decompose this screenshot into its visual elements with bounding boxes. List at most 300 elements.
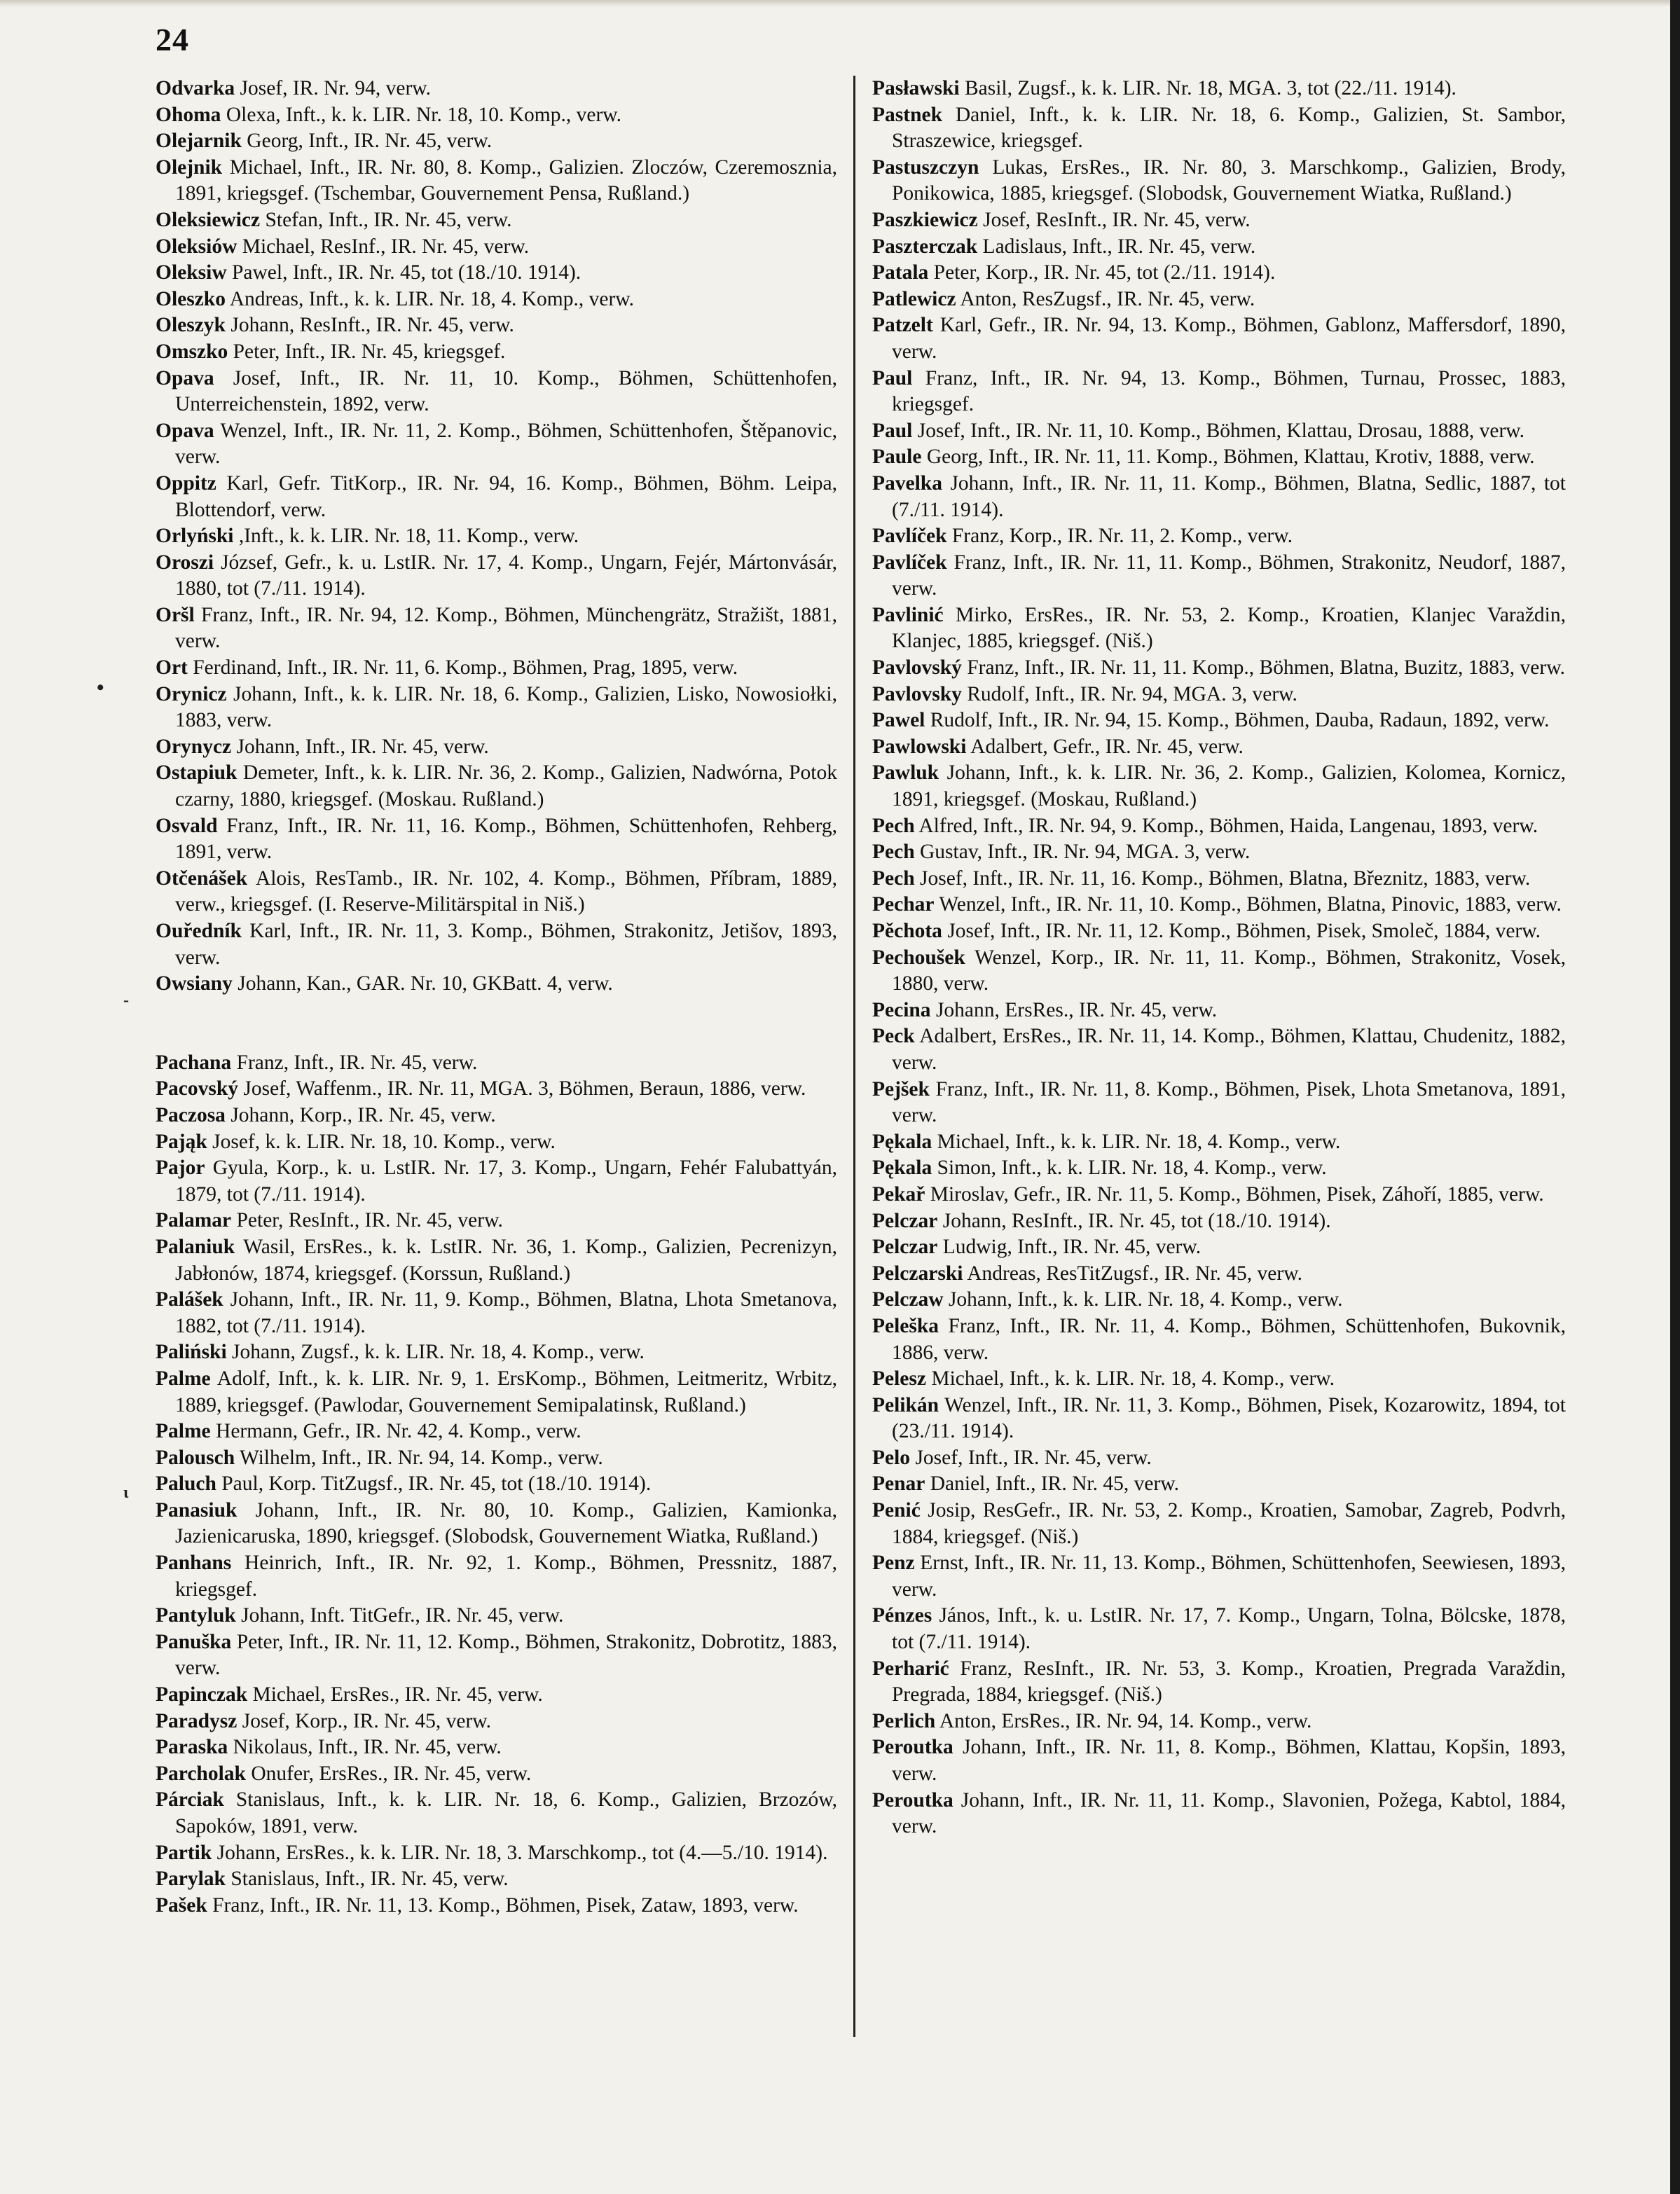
entry-surname: Paszterczak <box>872 235 978 258</box>
register-entry <box>156 1419 837 1445</box>
register-entry <box>156 1787 837 1840</box>
entry-surname: Osvald <box>156 814 218 837</box>
entry-surname: Peroutka <box>872 1736 953 1759</box>
register-entry <box>156 1498 837 1550</box>
register-entry <box>872 523 1566 550</box>
entry-details: Josef, Inft., IR. Nr. 11, 12. Komp., Böhmen, Pisek, Smoleč, 1884, verw. <box>947 920 1541 942</box>
entry-details: József, Gefr., k. u. LstIR. Nr. 17, 4. Komp., Ungarn, Fejér, Mártonvásár, 1880, tot (7./11. 1914). <box>175 551 837 600</box>
entry-surname: Paszkiewicz <box>872 208 978 231</box>
entry-surname: Oleksiów <box>156 235 237 258</box>
entry-details: Peter, ResInft., IR. Nr. 45, verw. <box>236 1209 503 1232</box>
entry-surname: Pastnek <box>872 103 942 126</box>
entry-surname: Pech <box>872 814 915 837</box>
entry-surname: Pecina <box>872 998 931 1021</box>
register-entry <box>156 813 837 866</box>
entry-details: Wenzel, Inft., IR. Nr. 11, 3. Komp., Böhmen, Pisek, Kozarowitz, 1894, tot (23./11. 1914). <box>892 1393 1566 1443</box>
entry-details: Hermann, Gefr., IR. Nr. 42, 4. Komp., verw. <box>216 1420 581 1443</box>
entry-details: Johann, Inft. TitGefr., IR. Nr. 45, verw. <box>241 1604 564 1627</box>
register-entry <box>156 1629 837 1682</box>
entry-surname: Pasławski <box>872 77 960 99</box>
entry-details: Josef, ResInft., IR. Nr. 45, verw. <box>983 208 1251 231</box>
entry-details: Franz, ResInft., IR. Nr. 53, 3. Komp., Kroatien, Pregrada Varaždin, Pregrada, 1884, kriegsgef. (Niš.) <box>892 1657 1566 1706</box>
register-entry <box>872 945 1566 998</box>
entry-surname: Peroutka <box>872 1788 953 1812</box>
register-entry <box>156 866 837 918</box>
entry-surname: Penar <box>872 1472 925 1496</box>
margin-tick-mark: - <box>123 991 129 1009</box>
entry-details: Franz, Inft., IR. Nr. 11, 4. Komp., Böhmen, Schüttenhofen, Bukovnik, 1886, verw. <box>892 1314 1566 1364</box>
entry-details: Nikolaus, Inft., IR. Nr. 45, verw. <box>233 1736 502 1759</box>
entry-surname: Paradysz <box>156 1709 237 1732</box>
entry-surname: Pavlovsky <box>872 682 962 705</box>
entry-surname: Oleszko <box>156 287 226 310</box>
entry-details: Wenzel, Korp., IR. Nr. 11, 11. Komp., Böhmen, Strakonitz, Vosek, 1880, verw. <box>892 946 1566 995</box>
entry-details: Josef, k. k. LIR. Nr. 18, 10. Komp., verw. <box>212 1130 556 1153</box>
register-entry <box>872 1445 1566 1472</box>
register-entry <box>872 1023 1566 1076</box>
entry-surname: Peck <box>872 1025 915 1048</box>
entry-surname: Papinczak <box>156 1683 248 1706</box>
register-entry <box>156 418 837 471</box>
page-number: 24 <box>156 22 189 57</box>
entry-details: Franz, Inft., IR. Nr. 94, 13. Komp., Böhmen, Turnau, Prossec, 1883, kriegsgef. <box>892 366 1566 416</box>
entry-surname: Omszko <box>156 340 228 363</box>
entry-details: Andreas, ResTitZugsf., IR. Nr. 45, verw. <box>967 1262 1302 1285</box>
entry-details: Demeter, Inft., k. k. LIR. Nr. 36, 2. Komp., Galizien, Nadwórna, Potok czarny, 1880, kriegsgef. (Moskau. Rußland.) <box>175 761 837 811</box>
entry-details: Johann, Inft., IR. Nr. 11, 11. Komp., Slavonien, Požega, Kabtol, 1884, verw. <box>892 1788 1566 1838</box>
entry-details: Adalbert, ErsRes., IR. Nr. 11, 14. Komp., Böhmen, Klattau, Chudenitz, 1882, verw. <box>892 1025 1566 1074</box>
entry-details: Onufer, ErsRes., IR. Nr. 45, verw. <box>251 1762 532 1785</box>
register-entry <box>156 1103 837 1129</box>
entry-details: Wenzel, Inft., IR. Nr. 11, 2. Komp., Böhmen, Schüttenhofen, Štěpanovic, verw. <box>175 419 837 469</box>
entry-surname: Parylak <box>156 1868 226 1891</box>
entry-surname: Pech <box>872 841 915 864</box>
register-entry <box>872 1393 1566 1445</box>
entry-details: Franz, Inft., IR. Nr. 11, 11. Komp., Böhmen, Strakonitz, Neudorf, 1887, verw. <box>892 551 1566 600</box>
entry-details: Anton, ResZugsf., IR. Nr. 45, verw. <box>960 287 1255 310</box>
entry-surname: Paul <box>872 366 913 389</box>
entry-details: Daniel, Inft., IR. Nr. 45, verw. <box>930 1472 1180 1496</box>
register-entry <box>872 839 1566 866</box>
entry-surname: Oleksiw <box>156 261 227 284</box>
register-entry <box>156 260 837 287</box>
margin-t-mark: ɩ <box>123 1484 129 1502</box>
entry-surname: Pachana <box>156 1051 232 1074</box>
register-entry <box>156 523 837 550</box>
entry-surname: Pelczarski <box>872 1262 963 1285</box>
entry-surname: Ouředník <box>156 920 242 942</box>
register-entry <box>872 287 1566 313</box>
entry-surname: Palme <box>156 1367 211 1390</box>
entry-surname: Patzelt <box>872 314 933 337</box>
register-entry <box>872 602 1566 655</box>
entry-surname: Pelo <box>872 1446 911 1469</box>
entry-surname: Panasiuk <box>156 1498 237 1522</box>
register-entry <box>156 1734 837 1761</box>
entry-details: Ladislaus, Inft., IR. Nr. 45, verw. <box>982 235 1256 258</box>
entry-surname: Pavlinić <box>872 603 944 626</box>
entry-surname: Pantyluk <box>156 1604 236 1627</box>
register-entry <box>872 1129 1566 1156</box>
scan-top-edge <box>0 0 1680 7</box>
entry-details: Karl, Inft., IR. Nr. 11, 3. Komp., Böhmen, Strakonitz, Jetišov, 1893, verw. <box>175 920 838 969</box>
entry-details: Andreas, Inft., k. k. LIR. Nr. 18, 4. Komp., verw. <box>229 287 635 310</box>
entry-details: Peter, Inft., IR. Nr. 45, kriegsgef. <box>233 340 506 363</box>
register-entry <box>156 1709 837 1735</box>
entry-surname: Pavlíček <box>872 525 947 548</box>
entry-details: Johann, ResInft., IR. Nr. 45, verw. <box>230 314 514 337</box>
entry-details: Franz, Inft., IR. Nr. 11, 8. Komp., Böhmen, Pisek, Lhota Smetanova, 1891, verw. <box>892 1077 1567 1127</box>
register-entry <box>156 550 837 602</box>
entry-surname: Pelczaw <box>872 1288 944 1311</box>
register-entry <box>872 471 1566 523</box>
entry-surname: Pelczar <box>872 1209 938 1232</box>
register-entry <box>156 234 837 261</box>
register-entry <box>156 1682 837 1709</box>
entry-details: Basil, Zugsf., k. k. LIR. Nr. 18, MGA. 3, tot (22./11. 1914). <box>964 77 1457 99</box>
entry-details: Gustav, Inft., IR. Nr. 94, MGA. 3, verw. <box>920 841 1251 864</box>
entry-details: Peter, Korp., IR. Nr. 45, tot (2./11. 1914). <box>933 261 1276 284</box>
register-entry <box>872 312 1566 365</box>
register-entry <box>872 155 1566 207</box>
entry-details: Adolf, Inft., k. k. LIR. Nr. 9, 1. ErsKomp., Böhmen, Leitmeritz, Wrbitz, 1889, kriegsgef. (Pawlodar, Gouvernement Semipalatinsk, Rußland.) <box>175 1367 837 1416</box>
entry-details: Karl, Gefr., IR. Nr. 94, 13. Komp., Böhmen, Gablonz, Maffersdorf, 1890, verw. <box>892 314 1566 363</box>
entry-surname: Ort <box>156 656 188 679</box>
register-entry <box>872 207 1566 234</box>
entry-surname: Palamar <box>156 1209 232 1232</box>
entry-surname: Ostapiuk <box>156 761 237 785</box>
entry-details: Johann, ErsRes., IR. Nr. 45, verw. <box>935 998 1218 1021</box>
register-entry <box>156 682 837 734</box>
entry-surname: Owsiany <box>156 972 233 995</box>
entry-surname: Palme <box>156 1420 211 1443</box>
entry-details: Alfred, Inft., IR. Nr. 94, 9. Komp., Böhmen, Haida, Langenau, 1893, verw. <box>918 814 1538 837</box>
left-column <box>156 76 837 1919</box>
register-entry <box>872 918 1566 945</box>
entry-surname: Paluch <box>156 1472 216 1496</box>
entry-details: ,Inft., k. k. LIR. Nr. 18, 11. Komp., verw. <box>238 525 579 548</box>
entry-surname: Paule <box>872 446 922 469</box>
entry-surname: Paul <box>872 419 913 442</box>
register-entry <box>156 918 837 971</box>
register-entry <box>872 892 1566 918</box>
entry-surname: Pekař <box>872 1182 925 1206</box>
entry-details: Ernst, Inft., IR. Nr. 11, 13. Komp., Böhmen, Schüttenhofen, Seewiesen, 1893, verw. <box>892 1552 1567 1601</box>
entry-surname: Patala <box>872 261 929 284</box>
entry-surname: Perharić <box>872 1657 949 1680</box>
entry-details: Wasil, ErsRes., k. k. LstIR. Nr. 36, 1. Komp., Galizien, Pecrenizyn, Jabłonów, 1874, kriegsgef. (Korssun, Rußland.) <box>175 1235 837 1285</box>
entry-surname: Palášek <box>156 1288 223 1311</box>
register-entry <box>156 366 837 418</box>
entry-details: Pawel, Inft., IR. Nr. 45, tot (18./10. 1914). <box>232 261 581 284</box>
entry-details: Michael, ResInf., IR. Nr. 45, verw. <box>242 235 530 258</box>
entry-surname: Oppitz <box>156 471 216 495</box>
register-entry <box>872 1656 1566 1709</box>
entry-details: Josef, Inft., IR. Nr. 11, 10. Komp., Böhmen, Schüttenhofen, Unterreichenstein, 1892, verw. <box>175 366 838 416</box>
entry-details: Michael, Inft., k. k. LIR. Nr. 18, 4. Komp., verw. <box>931 1367 1335 1391</box>
entry-details: Josef, Inft., IR. Nr. 45, verw. <box>915 1446 1152 1469</box>
register-entry <box>156 155 837 207</box>
entry-details: Josef, Inft., IR. Nr. 11, 16. Komp., Böhmen, Blatna, Březnitz, 1883, verw. <box>920 867 1531 890</box>
entry-details: Georg, Inft., IR. Nr. 45, verw. <box>247 130 493 153</box>
entry-details: Johann, Inft., IR. Nr. 11, 11. Komp., Böhmen, Blatna, Sedlic, 1887, tot (7./11. 1914). <box>892 471 1567 521</box>
entry-details: Paul, Korp. TitZugsf., IR. Nr. 45, tot (18./10. 1914). <box>221 1472 652 1496</box>
entry-surname: Pěchota <box>872 920 942 942</box>
register-entry <box>156 655 837 682</box>
entry-details: Josef, Waffenm., IR. Nr. 11, MGA. 3, Böhmen, Beraun, 1886, verw. <box>243 1077 806 1101</box>
entry-surname: Pawel <box>872 709 925 732</box>
entry-surname: Pavlovský <box>872 656 962 679</box>
entry-details: Johann, Kan., GAR. Nr. 10, GKBatt. 4, verw. <box>237 972 613 995</box>
entry-details: Olexa, Inft., k. k. LIR. Nr. 18, 10. Komp., verw. <box>226 103 622 126</box>
entry-details: Gyula, Korp., k. u. LstIR. Nr. 17, 3. Komp., Ungarn, Fehér Falubattyán, 1879, tot (7./11. 1914). <box>175 1157 838 1206</box>
register-entry <box>156 1155 837 1208</box>
entry-details: Franz, Inft., IR. Nr. 11, 11. Komp., Böhmen, Blatna, Buzitz, 1883, verw. <box>967 656 1565 679</box>
entry-surname: Olejarnik <box>156 130 242 153</box>
entry-surname: Patlewicz <box>872 287 956 310</box>
register-entry <box>156 102 837 129</box>
entry-surname: Partik <box>156 1841 212 1864</box>
entry-surname: Ohoma <box>156 103 221 126</box>
right-column <box>872 76 1566 1840</box>
register-entry <box>156 1840 837 1867</box>
register-entry <box>872 708 1566 734</box>
entry-surname: Palaniuk <box>156 1235 235 1258</box>
entry-surname: Pénzes <box>872 1604 932 1627</box>
entry-details: Rudolf, Inft., IR. Nr. 94, MGA. 3, verw. <box>967 682 1297 705</box>
entry-details: Anton, ErsRes., IR. Nr. 94, 14. Komp., verw. <box>939 1709 1312 1732</box>
entry-details: Ferdinand, Inft., IR. Nr. 11, 6. Komp., Böhmen, Prag, 1895, verw. <box>193 656 738 679</box>
register-entry <box>156 1076 837 1103</box>
entry-details: Daniel, Inft., k. k. LIR. Nr. 18, 6. Komp., Galizien, St. Sambor, Straszewice, kriegsgef. <box>892 103 1566 153</box>
entry-details: Franz, Korp., IR. Nr. 11, 2. Komp., verw. <box>951 525 1293 548</box>
entry-details: Johann, ResInft., IR. Nr. 45, tot (18./10. 1914). <box>942 1209 1331 1232</box>
entry-surname: Paraska <box>156 1736 228 1759</box>
entry-surname: Palousch <box>156 1446 235 1469</box>
entry-surname: Otčenášek <box>156 867 248 890</box>
entry-details: Michael, ErsRes., IR. Nr. 45, verw. <box>252 1683 543 1706</box>
register-entry <box>156 1208 837 1234</box>
entry-details: Ludwig, Inft., IR. Nr. 45, verw. <box>942 1236 1202 1259</box>
entry-details: Mirko, ErsRes., IR. Nr. 53, 2. Komp., Kroatien, Klanjec Varaždin, Klanjec, 1885, kriegsgef. (Niš.) <box>892 603 1567 653</box>
register-entry <box>872 366 1566 418</box>
entry-surname: Pašek <box>156 1893 207 1917</box>
entry-details: Franz, Inft., IR. Nr. 11, 16. Komp., Böhmen, Schüttenhofen, Rehberg, 1891, verw. <box>175 814 837 864</box>
register-entry <box>156 602 837 655</box>
entry-details: Alois, ResTamb., IR. Nr. 102, 4. Komp., Böhmen, Příbram, 1889, verw., kriegsgef. (I. Reserve-Militärspital in Niš.) <box>175 867 837 916</box>
entry-surname: Párciak <box>156 1788 224 1812</box>
register-entry <box>872 760 1566 813</box>
register-entry <box>156 471 837 523</box>
entry-details: Josef, IR. Nr. 94, verw. <box>240 77 432 99</box>
register-entry <box>156 312 837 339</box>
register-entry <box>156 1339 837 1366</box>
register-entry <box>872 102 1566 155</box>
entry-surname: Pastuszczyn <box>872 156 979 179</box>
entry-surname: Paczosa <box>156 1103 226 1126</box>
register-entry <box>872 1287 1566 1313</box>
register-entry <box>156 287 837 313</box>
register-entry <box>872 260 1566 287</box>
entry-details: Rudolf, Inft., IR. Nr. 94, 15. Komp., Böhmen, Dauba, Radaun, 1892, verw. <box>930 709 1550 732</box>
entry-details: Johann, Inft., k. k. LIR. Nr. 18, 4. Komp., verw. <box>948 1288 1343 1311</box>
register-entry <box>872 734 1566 761</box>
entry-details: Franz, Inft., IR. Nr. 45, verw. <box>236 1051 478 1074</box>
entry-surname: Pelczar <box>872 1236 938 1259</box>
register-entry <box>872 1550 1566 1603</box>
register-entry <box>872 76 1566 102</box>
entry-details: Heinrich, Inft., IR. Nr. 92, 1. Komp., Böhmen, Pressnitz, 1887, kriegsgef. <box>175 1552 837 1601</box>
register-entry <box>156 1287 837 1339</box>
register-entry <box>872 234 1566 261</box>
register-entry <box>156 207 837 234</box>
register-entry <box>872 1788 1566 1840</box>
entry-details: Stanislaus, Inft., IR. Nr. 45, verw. <box>230 1868 509 1891</box>
entry-surname: Pająk <box>156 1130 207 1153</box>
register-entry <box>872 1603 1566 1655</box>
entry-surname: Pejšek <box>872 1077 930 1101</box>
entry-surname: Pawluk <box>872 761 939 785</box>
register-entry <box>156 734 837 761</box>
entry-details: Wenzel, Inft., IR. Nr. 11, 10. Komp., Böhmen, Blatna, Pinovic, 1883, verw. <box>939 893 1562 916</box>
entry-surname: Opava <box>156 366 214 389</box>
entry-surname: Panhans <box>156 1552 232 1575</box>
entry-details: Johann, Inft., k. k. LIR. Nr. 18, 6. Komp., Galizien, Lisko, Nowosiołki, 1883, verw. <box>175 682 837 732</box>
register-entry <box>156 1550 837 1603</box>
entry-details: Johann, ErsRes., k. k. LIR. Nr. 18, 3. Marschkomp., tot (4.—5./10. 1914). <box>216 1841 828 1864</box>
entry-surname: Peleška <box>872 1314 939 1337</box>
register-entry <box>156 1366 837 1419</box>
entry-details: Wilhelm, Inft., IR. Nr. 94, 14. Komp., verw. <box>239 1446 603 1469</box>
entry-surname: Panuška <box>156 1630 232 1653</box>
register-entry <box>872 1182 1566 1208</box>
entry-details: Franz, Inft., IR. Nr. 11, 13. Komp., Böhmen, Pisek, Zataw, 1893, verw. <box>212 1893 799 1917</box>
register-entry <box>872 1734 1566 1787</box>
section-gap <box>156 998 837 1050</box>
entry-surname: Pavelka <box>872 471 942 495</box>
entry-details: Georg, Inft., IR. Nr. 11, 11. Komp., Böhmen, Klattau, Krotiv, 1888, verw. <box>926 446 1535 469</box>
register-entry <box>156 1234 837 1287</box>
entry-surname: Oleksiewicz <box>156 208 261 231</box>
entry-details: Miroslav, Gefr., IR. Nr. 11, 5. Komp., Böhmen, Pisek, Záhoří, 1885, verw. <box>930 1182 1544 1206</box>
register-entry <box>872 1208 1566 1235</box>
entry-details: Adalbert, Gefr., IR. Nr. 45, verw. <box>970 735 1244 758</box>
entry-details: Josip, ResGefr., IR. Nr. 53, 2. Komp., Kroatien, Samobar, Zagreb, Podvrh, 1884, kriegsgef. (Niš.) <box>892 1499 1566 1548</box>
entry-details: Simon, Inft., k. k. LIR. Nr. 18, 4. Komp., verw. <box>937 1157 1327 1180</box>
entry-details: Johann, Zugsf., k. k. LIR. Nr. 18, 4. Komp., verw. <box>232 1341 645 1364</box>
scan-right-edge <box>1670 0 1680 2194</box>
entry-details: Michael, Inft., IR. Nr. 80, 8. Komp., Galizien. Zloczów, Czeremosznia, 1891, kriegsgef. (Tschembar, Gouvernement Pensa, Rußland.) <box>175 156 838 205</box>
entry-surname: Pawlowski <box>872 735 967 758</box>
entry-details: Franz, Inft., IR. Nr. 94, 12. Komp., Böhmen, Münchengrätz, Stražišt, 1881, verw. <box>175 603 837 653</box>
entry-details: Johann, Inft., k. k. LIR. Nr. 36, 2. Komp., Galizien, Kolomea, Kornicz, 1891, kriegsgef. (Moskau, Rußland.) <box>892 761 1566 811</box>
entry-details: Karl, Gefr. TitKorp., IR. Nr. 94, 16. Komp., Böhmen, Böhm. Leipa, Blottendorf, verw. <box>175 471 838 521</box>
register-entry <box>156 1761 837 1788</box>
entry-surname: Penz <box>872 1552 915 1575</box>
entry-surname: Opava <box>156 419 214 442</box>
entry-details: Johann, Inft., IR. Nr. 80, 10. Komp., Galizien, Kamionka, Jazienicaruska, 1890, kriegsgef. (Slobodsk, Gouvernement Wiatka, Rußland.) <box>175 1498 838 1548</box>
entry-surname: Odvarka <box>156 77 235 99</box>
entry-surname: Penić <box>872 1499 921 1522</box>
entry-surname: Pajor <box>156 1157 205 1180</box>
register-entry <box>156 1445 837 1472</box>
entry-surname: Pechar <box>872 893 935 916</box>
entry-surname: Oršl <box>156 603 195 626</box>
entry-details: Johann, Inft., IR. Nr. 11, 9. Komp., Böhmen, Blatna, Lhota Smetanova, 1882, tot (7./11. 1914). <box>175 1288 838 1337</box>
entry-details: Johann, Korp., IR. Nr. 45, verw. <box>230 1103 496 1126</box>
entry-surname: Paliński <box>156 1341 227 1364</box>
entry-surname: Olejnik <box>156 156 223 179</box>
entry-details: Michael, Inft., k. k. LIR. Nr. 18, 4. Komp., verw. <box>937 1130 1341 1153</box>
entry-surname: Pech <box>872 867 915 890</box>
register-entry <box>156 1471 837 1498</box>
entry-details: Stefan, Inft., IR. Nr. 45, verw. <box>265 208 512 231</box>
entry-surname: Pechoušek <box>872 946 965 969</box>
register-entry <box>156 1603 837 1629</box>
register-entry <box>872 655 1566 682</box>
register-entry <box>872 1234 1566 1261</box>
register-entry <box>156 971 837 998</box>
register-entry <box>156 1866 837 1893</box>
entry-surname: Oroszi <box>156 551 214 574</box>
register-entry <box>872 1155 1566 1182</box>
register-entry <box>872 682 1566 708</box>
entry-surname: Pacovský <box>156 1077 238 1101</box>
register-entry <box>156 1129 837 1156</box>
entry-details: Johann, Inft., IR. Nr. 45, verw. <box>236 735 489 758</box>
register-entry <box>156 1893 837 1919</box>
register-entry <box>872 998 1566 1024</box>
register-entry <box>156 1050 837 1077</box>
entry-surname: Pavlíček <box>872 551 947 574</box>
register-entry <box>156 128 837 155</box>
entry-surname: Oleszyk <box>156 314 226 337</box>
register-entry <box>872 1313 1566 1366</box>
register-entry <box>872 1077 1566 1129</box>
entry-surname: Pelikán <box>872 1393 939 1416</box>
entry-surname: Orynycz <box>156 735 232 758</box>
entry-surname: Orynicz <box>156 682 227 705</box>
entry-surname: Perlich <box>872 1709 936 1732</box>
register-entry <box>872 418 1566 445</box>
register-entry <box>872 1261 1566 1288</box>
register-entry <box>872 1471 1566 1498</box>
register-entry <box>872 813 1566 840</box>
margin-dot-mark: • <box>97 676 104 699</box>
entry-surname: Parcholak <box>156 1762 246 1785</box>
entry-surname: Pękala <box>872 1157 932 1180</box>
register-entry <box>872 1709 1566 1735</box>
register-entry <box>156 760 837 813</box>
register-entry <box>872 550 1566 602</box>
register-entry <box>872 1498 1566 1550</box>
entry-surname: Orlyński <box>156 525 234 548</box>
entry-surname: Pękala <box>872 1130 932 1153</box>
register-entry <box>872 1366 1566 1393</box>
entry-details: Johann, Inft., IR. Nr. 11, 8. Komp., Böhmen, Klattau, Kopšin, 1893, verw. <box>892 1736 1566 1785</box>
entry-details: Peter, Inft., IR. Nr. 11, 12. Komp., Böhmen, Strakonitz, Dobrotitz, 1883, verw. <box>175 1630 838 1680</box>
entry-details: Josef, Inft., IR. Nr. 11, 10. Komp., Böhmen, Klattau, Drosau, 1888, verw. <box>917 419 1525 442</box>
entry-details: Josef, Korp., IR. Nr. 45, verw. <box>242 1709 492 1732</box>
column-divider <box>853 76 855 2037</box>
entry-surname: Pelesz <box>872 1367 926 1391</box>
register-entry <box>156 339 837 366</box>
register-entry <box>872 866 1566 892</box>
register-entry <box>156 76 837 102</box>
register-entry <box>872 444 1566 471</box>
entry-details: Lukas, ErsRes., IR. Nr. 80, 3. Marschkomp., Galizien, Brody, Ponikowica, 1885, kriegsgef. (Slobodsk, Gouvernement Wiatka, Rußland.) <box>892 156 1567 205</box>
entry-details: Stanislaus, Inft., k. k. LIR. Nr. 18, 6. Komp., Galizien, Brzozów, Sapoków, 1891, verw. <box>175 1788 837 1837</box>
